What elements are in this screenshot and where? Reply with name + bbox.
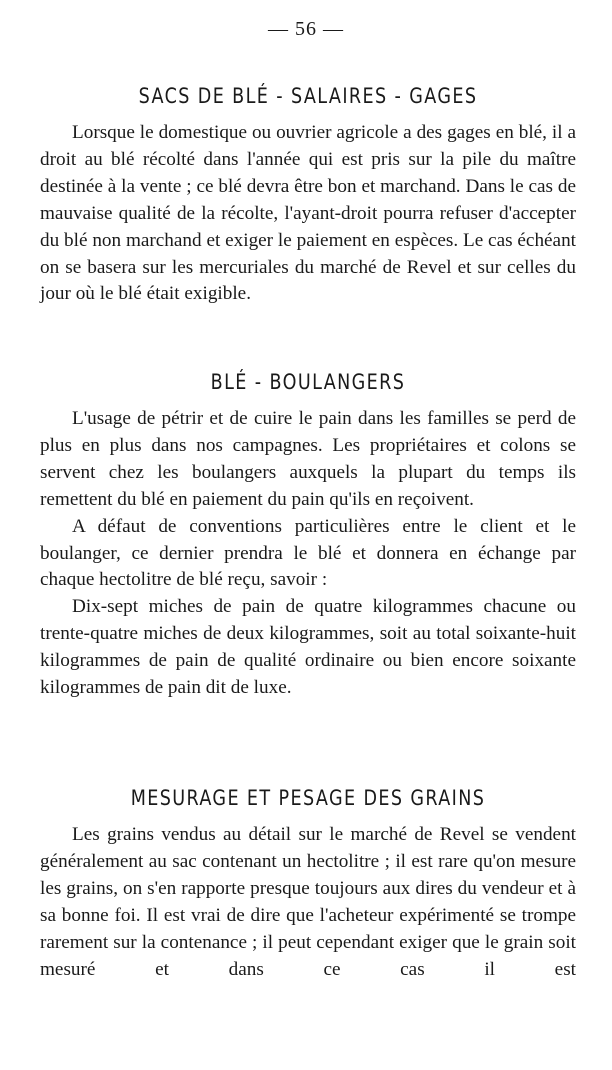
section-sacs-de-ble: [40, 84, 576, 308]
section-mesurage-pesage: [40, 786, 576, 983]
section-ble-boulangers: [40, 370, 576, 702]
paragraph: Lorsque le domestique ou ouvrier agricole a des gages en blé, il a droit au blé récolté dans l'année qui est pris sur la pile du maître destinée à la vente ; ce blé devra être bon et marchand. Dans le cas de mauvaise qualité de la récolte, l'ayant-droit pourra refuser d'accepter du blé non marchand et exiger le paiement en espèces. Le cas échéant on se basera sur les mercuriales du marché de Revel et sur celles du jour où le blé était exigible.: [40, 122, 576, 305]
paragraph: L'usage de pétrir et de cuire le pain dans les familles se perd de plus en plus dans nos campagnes. Les propriétaires et colons se servent chez les boulangers auxquels la plupart du temps ils remettent du blé en paiement du pain qu'ils en reçoivent.: [40, 408, 576, 510]
section-heading: BLÉ - BOULANGERS: [210, 370, 406, 394]
section-heading: SACS DE BLÉ - SALAIRES - GAGES: [138, 84, 478, 108]
page-number: — 56 —: [268, 18, 344, 40]
paragraph: Les grains vendus au détail sur le marché de Revel se vendent généralement au sac contenant un hectolitre ; il est rare qu'on mesure les grains, on s'en rapporte presque toujours aux dires du vendeur et à sa bonne foi. Il est vrai de dire que l'acheteur expérimenté se trompe rarement sur la contenance ; il peut cependant exiger que le grain soit mesuré et dans ce cas il est: [40, 824, 576, 980]
section-heading: MESURAGE ET PESAGE DES GRAINS: [130, 786, 486, 810]
paragraph: Dix-sept miches de pain de quatre kilogrammes chacune ou trente-quatre miches de deux kilogrammes, soit au total soixante-huit kilogrammes de pain de qualité ordinaire ou bien encore soixante kilogrammes de pain dit de luxe.: [40, 596, 576, 699]
paragraph: A défaut de conventions particulières entre le client et le boulanger, ce dernier prendra le blé et donnera en échange par chaque hectolitre de blé reçu, savoir :: [40, 515, 576, 591]
